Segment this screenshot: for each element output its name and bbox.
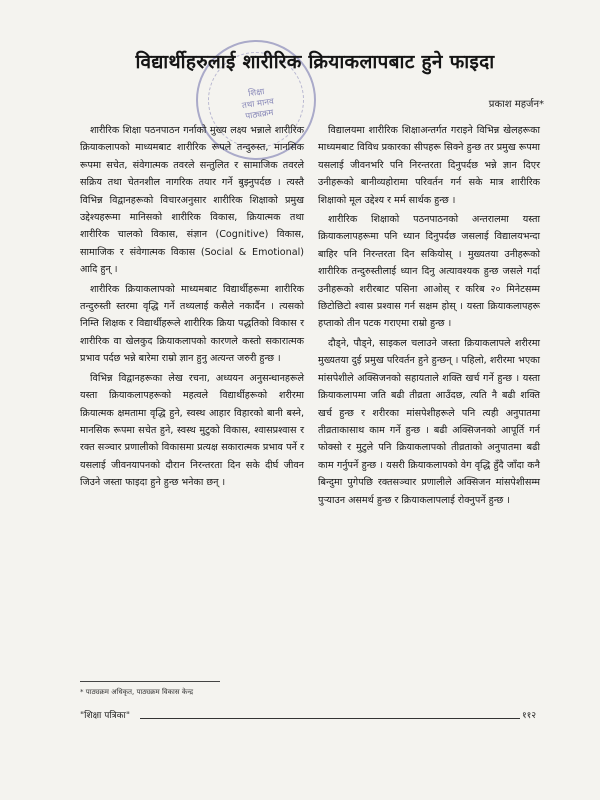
left-column [80, 122, 304, 494]
page-number: ११२ [522, 711, 537, 721]
footer-rule [140, 718, 520, 719]
article-author: प्रकाश महर्जन* [488, 99, 544, 110]
left-paragraph-1: शारीरिक शिक्षा पठनपाठन गर्नाको मुख्य लक्ष्य भन्नाले शारीरिक क्रियाकलापको माध्यमबाट शारीरिक रूपले तन्दुरुस्त, मानसिक रूपमा सचेत, संवेगात्मक तवरले सन्तुलित र सामाजिक तवरले सक्रिय तथा चेतनशील नागरिक तयार गर्ने बुझ्नुपर्दछ । त्यस्तै विभिन्न विद्वानहरूको विचारअनुसार शारीरिक शिक्षाको प्रमुख उद्देश्यहरूमा मानिसको शारीरिक विकास, क्रियात्मक तथा शारीरिक चालको विकास, संज्ञान (Cognitive) विकास, सामाजिक र संवेगात्मक विकास (Social & Emotional) आदि हुन् । [80, 125, 304, 276]
right-paragraph-2: शारीरिक शिक्षाको पठनपाठनको अन्तरालमा यस्ता क्रियाकलापहरूमा पनि ध्यान दिनुपर्दछ जसलाई विद्यालयभन्दा बाहिर पनि निरन्तरता दिन सकियोस् । मुख्यतया उनीहरूको शारीरिक तन्दुरुस्तीलाई ध्यान दिनु अत्यावश्यक हुन्छ जसले गर्दा उनीहरूको शरीरबाट पसिना आओस् र करिब २० मिनेटसम्म छिटोछिटो श्वास प्रश्वास गर्न सक्षम होस् । यस्ता क्रियाकलापहरू हप्ताको तीन पटक गराएमा राम्रो हुन्छ । [318, 214, 540, 330]
journal-name: "शिक्षा पत्रिका" [80, 711, 131, 721]
left-paragraph-2: शारीरिक क्रियाकलापको माध्यमबाट विद्यार्थीहरूमा शारीरिक तन्दुरुस्ती स्तरमा वृद्धि गर्ने तथ्यलाई कसैले नकार्दैन । त्यसको निम्ति शिक्षक र विद्यार्थीहरूले शारीरिक क्रिया पद्धतिको विकास र शारीरिक वा खेलकुद क्रियाकलापको कारणले कस्तो सकारात्मक प्रभाव पर्दछ भन्ने बारेमा राम्रो ज्ञान हुनु अत्यन्त जरुरी हुन्छ । [80, 283, 304, 365]
left-paragraph-3: विभिन्न विद्वानहरूका लेख रचना, अध्ययन अनुसन्धानहरूले यस्ता क्रियाकलापहरूको महत्वले विद्यार्थीहरूको शरीरमा क्रियात्मक क्षमतामा वृद्धि हुने, स्वस्थ आहार विहारको बानी बस्ने, मानसिक रूपमा सचेत हुने, स्वस्थ मुटुको विकास, श्वासप्रश्वास र रक्त सञ्चार प्रणालीको विकासमा प्रत्यक्ष सकारात्मक प्रभाव पर्ने र यसलाई जीवनयापनको दौरान निरन्तरता दिन सके दीर्घ जीवन जिउने जस्ता फाइदा हुने हुन्छ भनेका छन् । [80, 372, 304, 489]
right-column [318, 122, 540, 511]
footnote: * पाठ्यक्रम अधिकृत, पाठ्यक्रम विकास केन्द्र [80, 688, 194, 696]
stamp-text: शिक्षा तथा मानव पाठ्यक्रम [241, 87, 275, 122]
right-paragraph-3: दौड्ने, पौड्ने, साइकल चलाउने जस्ता क्रियाकलापले शरीरमा मुख्यतया दुई प्रमुख परिवर्तन हुने हुन्छन् । पहिलो, शरीरमा भएका मांसपेशीले अक्सिजनको सहायताले शक्ति खर्च गर्ने हुन्छ । यस्ता क्रियाकलापमा जति बढी तीव्रता आउँदछ, त्यति नै बढी शक्ति खर्च हुन्छ र शरीरका मांसपेशीहरूले पनि त्यही अनुपातमा तीव्रताकासाथ काम गर्ने हुन्छ । बढी अक्सिजनको आपूर्ति गर्न फोक्सो र मुटुले पनि क्रियाकलापको तीव्रताको अनुपातमा बढी काम गर्नुपर्ने हुन्छ । यसरी क्रियाकलापको वेग वृद्धि हुँदै जाँदा कनै बिन्दुमा पुगेपछि रक्तसञ्चार प्रणालीले अक्सिजन मांसपेशीसम्म पुऱ्याउन असमर्थ हुन्छ र क्रियाकलापलाई रोक्नुपर्ने हुन्छ । [318, 337, 540, 506]
footnote-divider [80, 681, 220, 682]
right-paragraph-1: विद्यालयमा शारीरिक शिक्षाअन्तर्गत गराइने विभिन्न खेलहरूका माध्यमबाट विविध प्रकारका सीपहरू सिक्ने हुन्छ तर प्रमुख रूपमा यसलाई जीवनभरि पनि निरन्तरता दिनुपर्दछ भन्ने ज्ञान दिएर उनीहरूको बानीव्यहोरामा परिवर्तन गर्न सके मात्र शारीरिक शिक्षाको मूल उद्देश्य र मर्म सार्थक हुन्छ । [318, 125, 540, 206]
article-title: विद्यार्थीहरुलाई शारीरिक क्रियाकलापबाट हुने फाइदा [135, 51, 495, 73]
